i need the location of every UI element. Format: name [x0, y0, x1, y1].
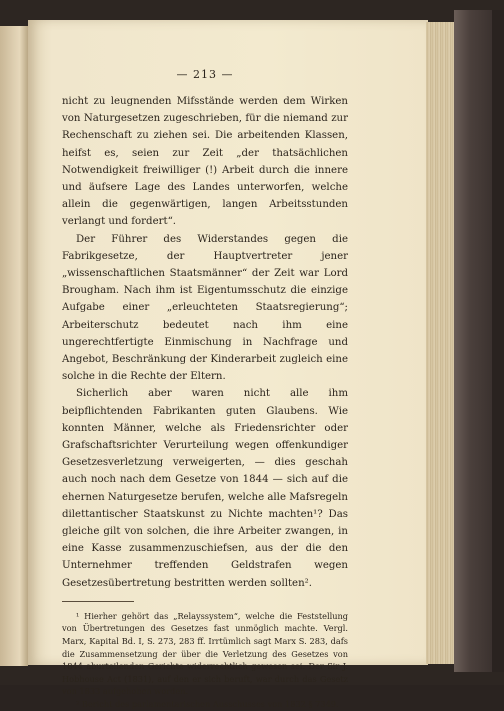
paragraph-2: Der Führer des Widerstandes gegen die Fabrikgesetze, der Hauptvertreter jener „wissenschaftlichen Staatsmänner“ der Zeit war Lord Brougham. Nach ihm ist Eigentumsschutz die einzige Aufgabe einer „erleuchteten Staatsregierung“; Arbeiterschutz bedeutet nach ihm eine ungerechtfertigte Einmischung in Nachfrage und Angebot, Beschränkung der Kinderarbeit zugleich eine solche in die Rechte der Eltern.: [62, 233, 348, 383]
page-content: [62, 68, 348, 711]
book-cover: [454, 10, 494, 672]
footnote-2: ² Bericht des parlamentarischen Ausschusses von 1832 § 7349.: [76, 699, 339, 710]
footnote-1: ¹ Hierher gehört das „Relayssystem“, welche die Feststellung von Übertretungen des Gesetzes fast unmöglich machte. Vergl. Marx, Kapital Bd. I, S. 273, 283 ff. Irrtümlich sagt Marx S. 283, dafs die Zusammensetzung der über die Verletzung des Gesetzes von 1844 aburteilenden Gerichte widerrechtlich gewesen sei. Der Sir J. Hobhouse Act (1831), auf den er sich beruft, war durch das Gesetz von 1833 aufgehoben worden.: [62, 610, 348, 697]
page-number: — 213 —: [176, 68, 234, 81]
paragraph-1: nicht zu leugnenden Mifsstände werden dem Wirken von Naturgesetzen zugeschrieben, für die niemand zur Rechenschaft zu ziehen sei. Die arbeitenden Klassen, heifst es, seien zur Zeit „der thatsächlichen Notwendigkeit freiwilliger (!) Arbeit durch die innere und äufsere Lage des Landes unterworfen, welche allein die gegenwärtigen, langen Arbeitsstunden verlangt und fordert“.: [62, 96, 348, 228]
footnote-separator: [62, 601, 134, 602]
previous-page-edge: [0, 26, 28, 666]
page-stack-edge: [426, 22, 456, 664]
paragraph-3: Sicherlich aber waren nicht alle ihm beipflichtenden Fabrikanten guten Glaubens. Wie konnten Männer, welche als Friedensrichter oder Grafschaftsrichter Verurteilung wegen offenkundiger Gesetzesverletzung verweigerten, — dies geschah auch noch nach dem Gesetze von 1844 — sich auf die ehernen Naturgesetze berufen, welche alle Mafsregeln dilettantischer Staatskunst zu Nichte machten¹? Das gleiche gilt von solchen, die ihre Arbeiter zwangen, in eine Kasse zusammenzuschiefsen, aus der die den Unternehmer treffenden Geldstrafen wegen Gesetzesübertretung bestritten werden sollten².: [62, 388, 348, 589]
book-spine: [492, 10, 504, 672]
